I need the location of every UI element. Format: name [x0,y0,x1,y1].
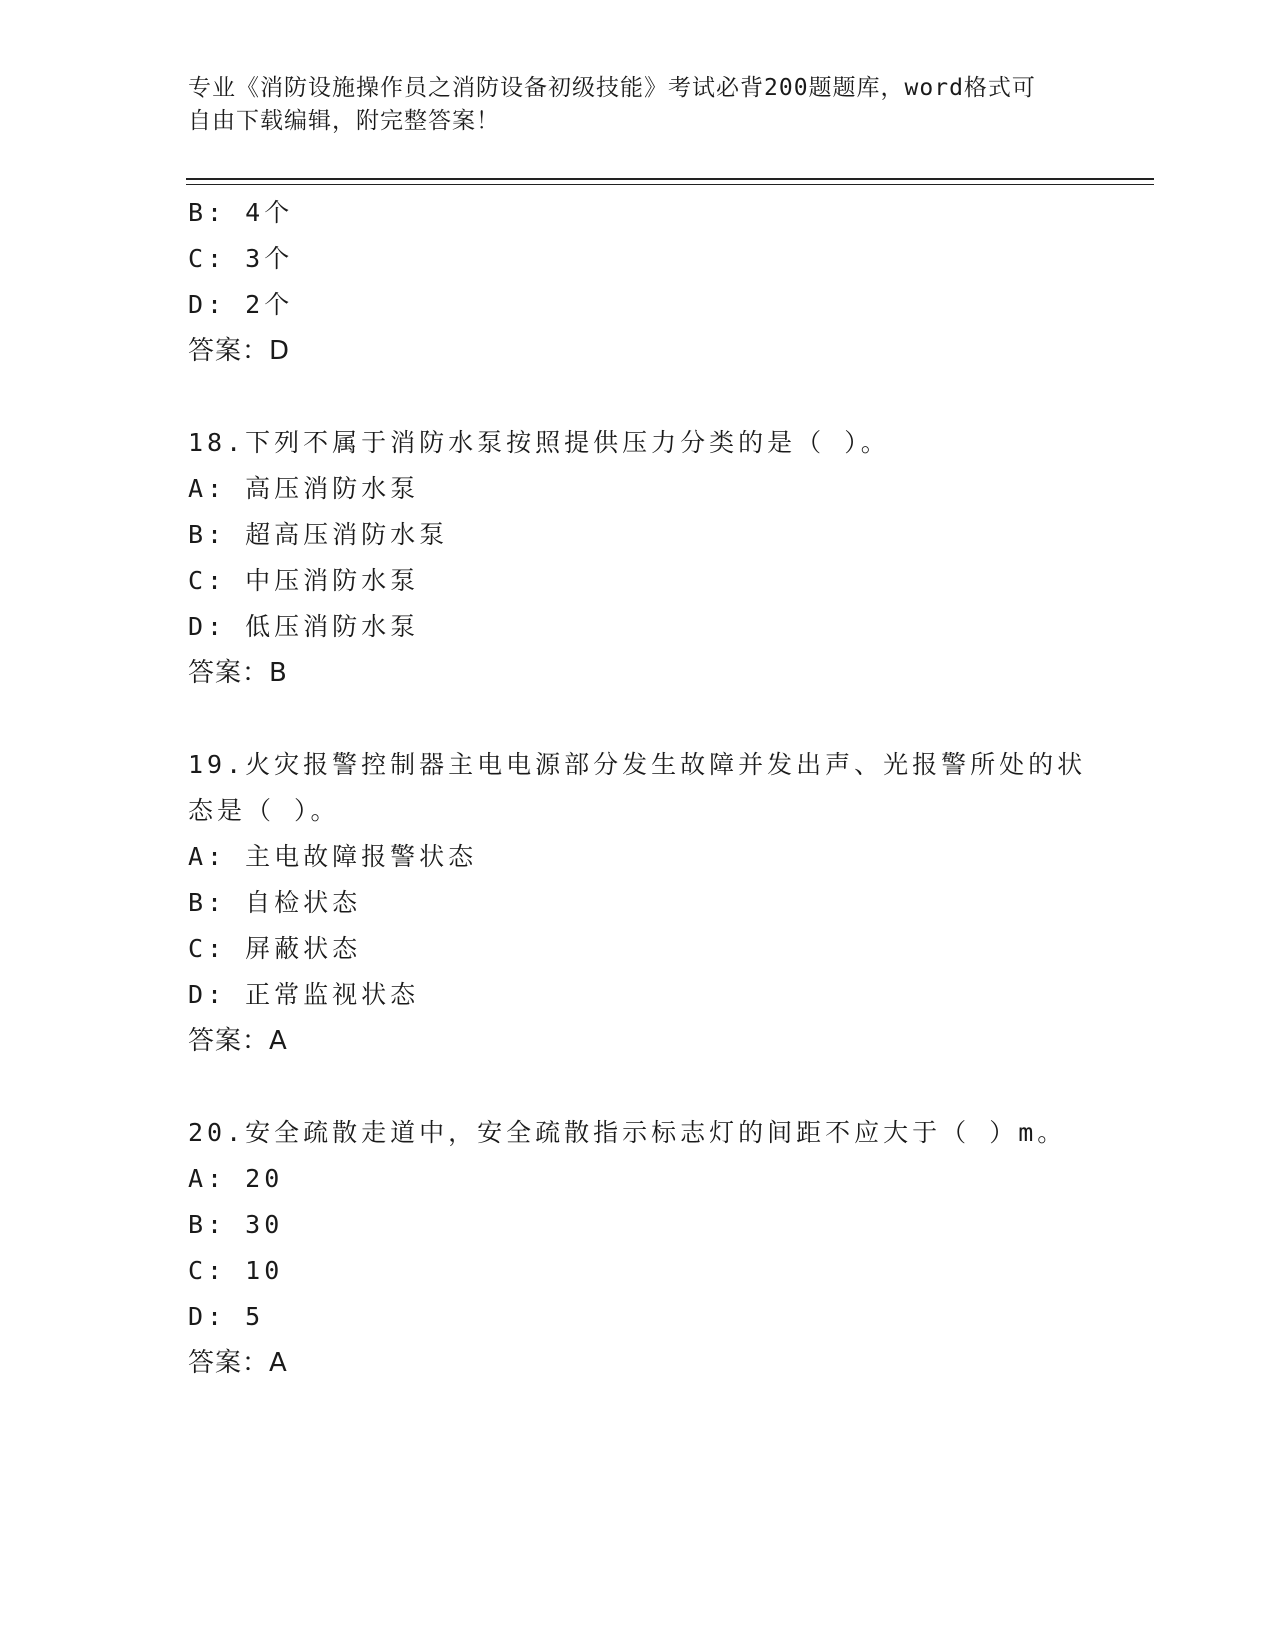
answer-line: 答案：D [188,336,291,366]
spacer [188,696,1088,742]
option-c: C: 屏蔽状态 [188,934,362,963]
option-c: C: 3个 [188,244,294,273]
option-c: C: 10 [188,1256,284,1285]
question-list [188,190,1088,1386]
option-a: A: 主电故障报警状态 [188,842,478,871]
option-a: A: 高压消防水泵 [188,474,420,503]
question-19 [188,742,1088,1064]
question-stem-line-2: 态是（ ）。 [188,796,340,825]
option-c: C: 中压消防水泵 [188,566,420,595]
answer-line: 答案：B [188,658,288,688]
option-b: B: 自检状态 [188,888,362,917]
question-stem: 20.安全疏散走道中，安全疏散指示标志灯的间距不应大于（ ）m。 [188,1118,1067,1147]
question-20 [188,1110,1088,1386]
header-title-line-2: 自由下载编辑，附完整答案！ [188,108,500,134]
question-stem: 18.下列不属于消防水泵按照提供压力分类的是（ ）。 [188,428,890,457]
option-d: D: 低压消防水泵 [188,612,420,641]
question-stem-line-1: 19.火灾报警控制器主电电源部分发生故障并发出声、光报警所处的状 [188,750,1087,779]
header-title-line-1: 专业《消防设施操作员之消防设备初级技能》考试必背200题题库，word格式可 [188,75,1036,101]
option-b: B: 超高压消防水泵 [188,520,449,549]
question-17-continued [188,190,1088,374]
option-d: D: 2个 [188,290,294,319]
header-divider-thick [186,178,1154,180]
question-18 [188,420,1088,696]
option-d: D: 5 [188,1302,265,1331]
option-b: B: 4个 [188,198,294,227]
option-d: D: 正常监视状态 [188,980,420,1009]
header-divider-thin [186,184,1154,185]
option-a: A: 20 [188,1164,284,1193]
option-b: B: 30 [188,1210,284,1239]
document-header [188,72,1088,138]
answer-line: 答案：A [188,1348,288,1378]
spacer [188,374,1088,420]
spacer [188,1064,1088,1110]
answer-line: 答案：A [188,1026,288,1056]
